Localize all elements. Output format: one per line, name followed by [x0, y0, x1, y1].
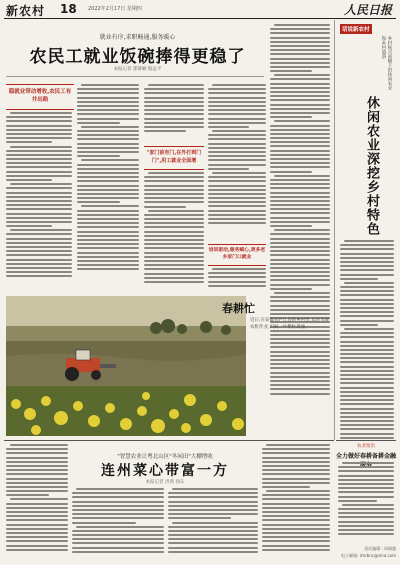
masthead-rule: [4, 18, 396, 19]
main-headline: 农民工就业饭碗捧得更稳了: [29, 47, 246, 67]
text-column-5: [270, 24, 330, 436]
photo-title: 春耕忙: [222, 302, 255, 315]
text-column-4: [208, 84, 266, 244]
text-column-1: [6, 112, 72, 290]
masthead: [0, 0, 400, 18]
left-subhead: 稳就业带动增收,农民工有井出路: [8, 89, 72, 103]
right-column-tag: 话说新农村: [340, 24, 372, 34]
bottom-kicker: "智慧农业让粤北山区"冬闲田"大棚增收: [117, 454, 213, 460]
bottom-right-label: 农业短讯: [357, 444, 375, 449]
bottom-text-col-2: [72, 488, 164, 558]
right-column-headline: 休闲农业深挖乡村特色: [364, 96, 379, 236]
left-subhead-box: [6, 84, 74, 110]
center-subhead2: 培训驱动,服务赋心,更多老乡家门口就业: [208, 248, 266, 260]
main-byline: 本报记者 郁静娴 殷远平: [113, 67, 162, 72]
footer-editor: 责任编辑 : 周靖越: [364, 546, 396, 551]
bottom-headline: 连州菜心带富一方: [101, 463, 229, 479]
bottom-right-rule: [336, 440, 396, 441]
bottom-text-col-3: [168, 488, 258, 558]
photo-side: [246, 296, 268, 436]
bottom-text-col-4: [262, 444, 330, 558]
text-column-2: [77, 84, 139, 290]
text-column-4b: [208, 268, 266, 292]
right-column-text: [340, 240, 394, 440]
headline-rule: [6, 76, 264, 77]
text-column-3a: [144, 84, 204, 144]
right-column-note: 乡村振兴战略下的休闲农业和乡村旅游: [381, 36, 392, 90]
spring-plowing-photo: [6, 296, 246, 436]
bottom-rule: [4, 440, 334, 441]
bottom-text-col-1: [6, 444, 68, 554]
newspaper-logo: 人民日报: [343, 3, 392, 17]
center-subhead2-box: [208, 244, 266, 266]
bottom-right-title: 全力做好春耕备耕金融: [336, 453, 397, 460]
footer-email: 电子邮箱: rmrbnc@sina.com: [340, 553, 396, 558]
page-number: 18: [60, 2, 77, 16]
bottom-right-text: [338, 462, 394, 542]
center-subhead-box: [144, 146, 204, 170]
photo-caption: 近日,在安徽省庐江县的乡村里,农民驾驶农机作业,田间一片繁忙景象。: [250, 318, 330, 330]
bottom-byline: 本报记者 洪鸿 徐东: [145, 480, 185, 485]
photo-illustration: [6, 296, 246, 436]
issue-date: 2022年2月17日 星期四: [88, 6, 142, 12]
text-column-3b: [144, 172, 204, 290]
right-column-divider: [334, 20, 335, 440]
section-title: 新农村: [6, 4, 46, 18]
main-kicker: 就业有序,求职畅通,服务暖心: [99, 34, 176, 41]
center-subhead: "家门前有门,在外打到门门",用工就业全面增: [146, 150, 202, 164]
